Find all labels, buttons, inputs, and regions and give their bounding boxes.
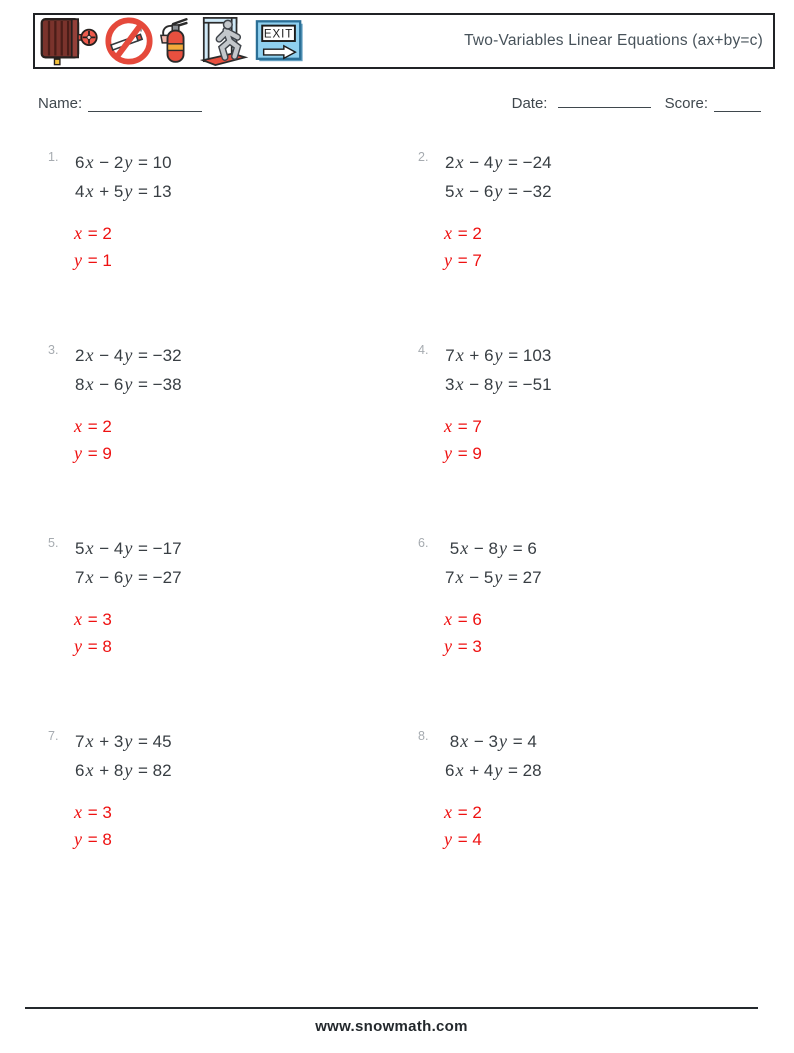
equation-group <box>445 727 542 785</box>
problem-7 <box>48 727 418 920</box>
equation-2: 4x + 5y = 13 <box>75 181 172 201</box>
answers <box>73 799 172 853</box>
equation-1: 2x − 4y = −32 <box>75 345 182 365</box>
name-blank-line <box>88 96 202 112</box>
equation-2: 6x + 8y = 82 <box>75 760 172 780</box>
problem-body <box>75 727 172 853</box>
problem-6 <box>418 534 794 727</box>
header <box>33 13 775 69</box>
equation-1: 7x + 6y = 103 <box>445 345 552 365</box>
equation-1: 7x + 3y = 45 <box>75 731 172 751</box>
answer-x: x = 2 <box>74 223 112 243</box>
equation-2: 3x − 8y = −51 <box>445 374 552 394</box>
problem-body <box>445 148 552 274</box>
answer-y: y = 8 <box>74 636 112 656</box>
answers <box>443 606 542 660</box>
equation-1: 8x − 3y = 4 <box>449 731 537 751</box>
equation-group <box>75 534 182 592</box>
equation-group <box>445 148 552 206</box>
problem-number: 1. <box>48 150 59 164</box>
equation-1: 6x − 2y = 10 <box>75 152 172 172</box>
problem-number: 2. <box>418 150 429 164</box>
equation-2: 7x − 6y = −27 <box>75 567 182 587</box>
answer-x: x = 6 <box>444 609 482 629</box>
score-label: Score: <box>664 95 708 112</box>
answers <box>73 606 182 660</box>
problem-body <box>445 534 542 660</box>
answer-y: y = 9 <box>444 443 482 463</box>
score-blank-line <box>714 96 761 112</box>
fire-hose-reel-icon <box>39 16 99 66</box>
answer-x: x = 3 <box>74 609 112 629</box>
answers <box>443 413 552 467</box>
answers <box>443 220 552 274</box>
problem-number: 5. <box>48 536 59 550</box>
equation-group <box>75 341 182 399</box>
equation-2: 8x − 6y = −38 <box>75 374 182 394</box>
answer-y: y = 8 <box>74 829 112 849</box>
equation-group <box>75 727 172 785</box>
no-smoking-icon <box>104 16 154 66</box>
answer-x: x = 2 <box>444 802 482 822</box>
answers <box>73 220 172 274</box>
equation-2: 7x − 5y = 27 <box>445 567 542 587</box>
problem-number: 8. <box>418 729 429 743</box>
problem-body <box>445 341 552 467</box>
problem-number: 7. <box>48 729 59 743</box>
date-label: Date: <box>511 95 548 112</box>
problem-body <box>75 534 182 660</box>
problem-number: 4. <box>418 343 429 357</box>
problem-2 <box>418 148 794 341</box>
footer <box>25 1007 758 1036</box>
answer-y: y = 7 <box>444 250 482 270</box>
problem-3 <box>48 341 418 534</box>
problem-5 <box>48 534 418 727</box>
fire-extinguisher-icon <box>159 16 193 66</box>
date-group <box>512 92 651 112</box>
problem-body <box>75 341 182 467</box>
info-row <box>38 92 761 112</box>
problem-4 <box>418 341 794 534</box>
equation-group <box>445 341 552 399</box>
answers <box>443 799 542 853</box>
problem-number: 6. <box>418 536 429 550</box>
exit-sign-icon <box>255 19 305 64</box>
answer-y: y = 3 <box>444 636 482 656</box>
answer-y: y = 9 <box>74 443 112 463</box>
emergency-exit-icon <box>198 16 250 66</box>
equation-2: 6x + 4y = 28 <box>445 760 542 780</box>
safety-icons <box>39 16 305 66</box>
problem-body <box>75 148 172 274</box>
name-label: Name: <box>38 95 83 112</box>
problem-1 <box>48 148 418 341</box>
problem-body <box>445 727 542 853</box>
equation-1: 5x − 4y = −17 <box>75 538 182 558</box>
date-blank-line <box>558 92 651 108</box>
answer-x: x = 2 <box>74 416 112 436</box>
problem-8 <box>418 727 794 920</box>
answer-x: x = 7 <box>444 416 482 436</box>
worksheet-title: Two-Variables Linear Equations (ax+by=c) <box>464 32 763 49</box>
exit-sign-text: EXIT <box>263 28 294 41</box>
equation-2: 5x − 6y = −32 <box>445 181 552 201</box>
equation-1: 5x − 8y = 6 <box>449 538 537 558</box>
equation-group <box>75 148 172 206</box>
problem-number: 3. <box>48 343 59 357</box>
problems-grid <box>0 148 794 920</box>
equation-1: 2x − 4y = −24 <box>445 152 552 172</box>
answer-y: y = 1 <box>74 250 112 270</box>
answer-x: x = 2 <box>444 223 482 243</box>
equation-group <box>445 534 542 592</box>
answer-y: y = 4 <box>444 829 482 849</box>
website-text: www.snowmath.com <box>315 1018 468 1035</box>
answers <box>73 413 182 467</box>
answer-x: x = 3 <box>74 802 112 822</box>
